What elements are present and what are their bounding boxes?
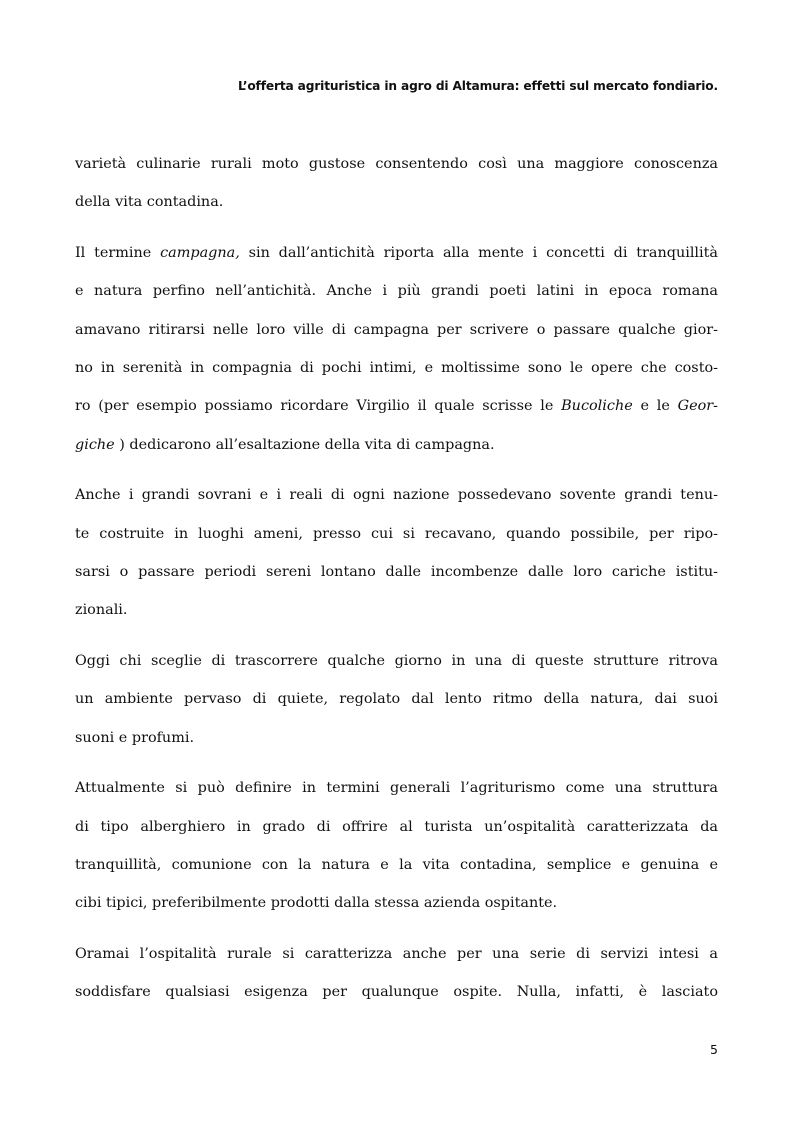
italic-text: giche <box>75 436 115 453</box>
text-line <box>75 680 718 718</box>
text-line <box>75 973 718 1011</box>
text-line <box>75 769 718 807</box>
text-run: Il termine <box>75 245 161 262</box>
text-line <box>75 553 718 591</box>
text-run: sarsi o passare periodi sereni lontano dalle incombenze dalle loro cariche istitu- <box>75 563 718 580</box>
running-header: L’offerta agrituristica in agro di Altamura: effetti sul mercato fondiario. <box>238 79 718 93</box>
text-run: amavano ritirarsi nelle loro ville di campagna per scrivere o passare qualche gior- <box>75 321 718 338</box>
text-line <box>75 476 718 514</box>
text-line <box>75 349 718 387</box>
text-line <box>75 145 718 183</box>
text-run: Oggi chi sceglie di trascorrere qualche giorno in una di queste strutture ritrova <box>75 653 718 670</box>
body-text <box>75 145 718 1024</box>
paragraph <box>75 642 718 757</box>
text-run: e le <box>632 398 678 415</box>
text-run: Anche i grandi sovrani e i reali di ogni nazione possedevano sovente grandi tenu- <box>75 487 718 504</box>
text-run: Oramai l’ospitalità rurale si caratterizza anche per una serie di servizi intesi a <box>75 946 718 963</box>
text-line <box>75 884 718 922</box>
text-line <box>75 935 718 973</box>
text-run: sin dall’antichità riporta alla mente i concetti di tranquillità <box>239 245 718 262</box>
paragraph <box>75 476 718 629</box>
text-line <box>75 234 718 272</box>
text-line <box>75 515 718 553</box>
text-line <box>75 846 718 884</box>
text-run: e natura perfino nell’antichità. Anche i più grandi poeti latini in epoca romana <box>75 283 718 300</box>
text-run: varietà culinarie rurali moto gustose consentendo così una maggiore conoscenza <box>75 156 718 172</box>
paragraph <box>75 935 718 1012</box>
text-run: te costruite in luoghi ameni, presso cui si recavano, quando possibile, per ripo- <box>75 525 718 542</box>
text-line <box>75 272 718 310</box>
italic-text: Geor- <box>677 398 719 415</box>
paragraph <box>75 145 718 222</box>
text-line <box>75 183 718 221</box>
text-run: ) dedicarono all’esaltazione della vita di campagna. <box>114 436 495 453</box>
page-number: 5 <box>710 1042 718 1057</box>
paragraph <box>75 769 718 922</box>
italic-text: Bucoliche <box>561 398 633 415</box>
text-run: Attualmente si può definire in termini generali l’agriturismo come una struttura <box>75 780 718 797</box>
text-run: un ambiente pervaso di quiete, regolato dal lento ritmo della natura, dai suoi <box>75 691 718 708</box>
text-run: no in serenità in compagnia di pochi intimi, e moltissime sono le opere che costo- <box>75 359 718 376</box>
text-line <box>75 387 718 425</box>
text-run: suoni e profumi. <box>75 729 195 746</box>
text-run: tranquillità, comunione con la natura e la vita contadina, semplice e genuina e <box>75 857 718 874</box>
text-line <box>75 719 718 757</box>
text-line <box>75 591 718 629</box>
text-line <box>75 426 718 464</box>
text-line <box>75 642 718 680</box>
italic-text: campagna, <box>160 245 240 262</box>
text-run: ro (per esempio possiamo ricordare Virgilio il quale scrisse le <box>75 398 562 415</box>
text-run: cibi tipici, preferibilmente prodotti dalla stessa azienda ospitante. <box>75 895 558 912</box>
text-run: di tipo alberghiero in grado di offrire al turista un’ospitalità caratterizzata da <box>75 818 718 835</box>
text-run: soddisfare qualsiasi esigenza per qualunque ospite. Nulla, infatti, è lasciato <box>75 984 718 1001</box>
text-run: della vita contadina. <box>75 194 224 211</box>
text-line <box>75 311 718 349</box>
paragraph <box>75 234 718 464</box>
text-line <box>75 808 718 846</box>
text-run: zionali. <box>75 602 128 619</box>
